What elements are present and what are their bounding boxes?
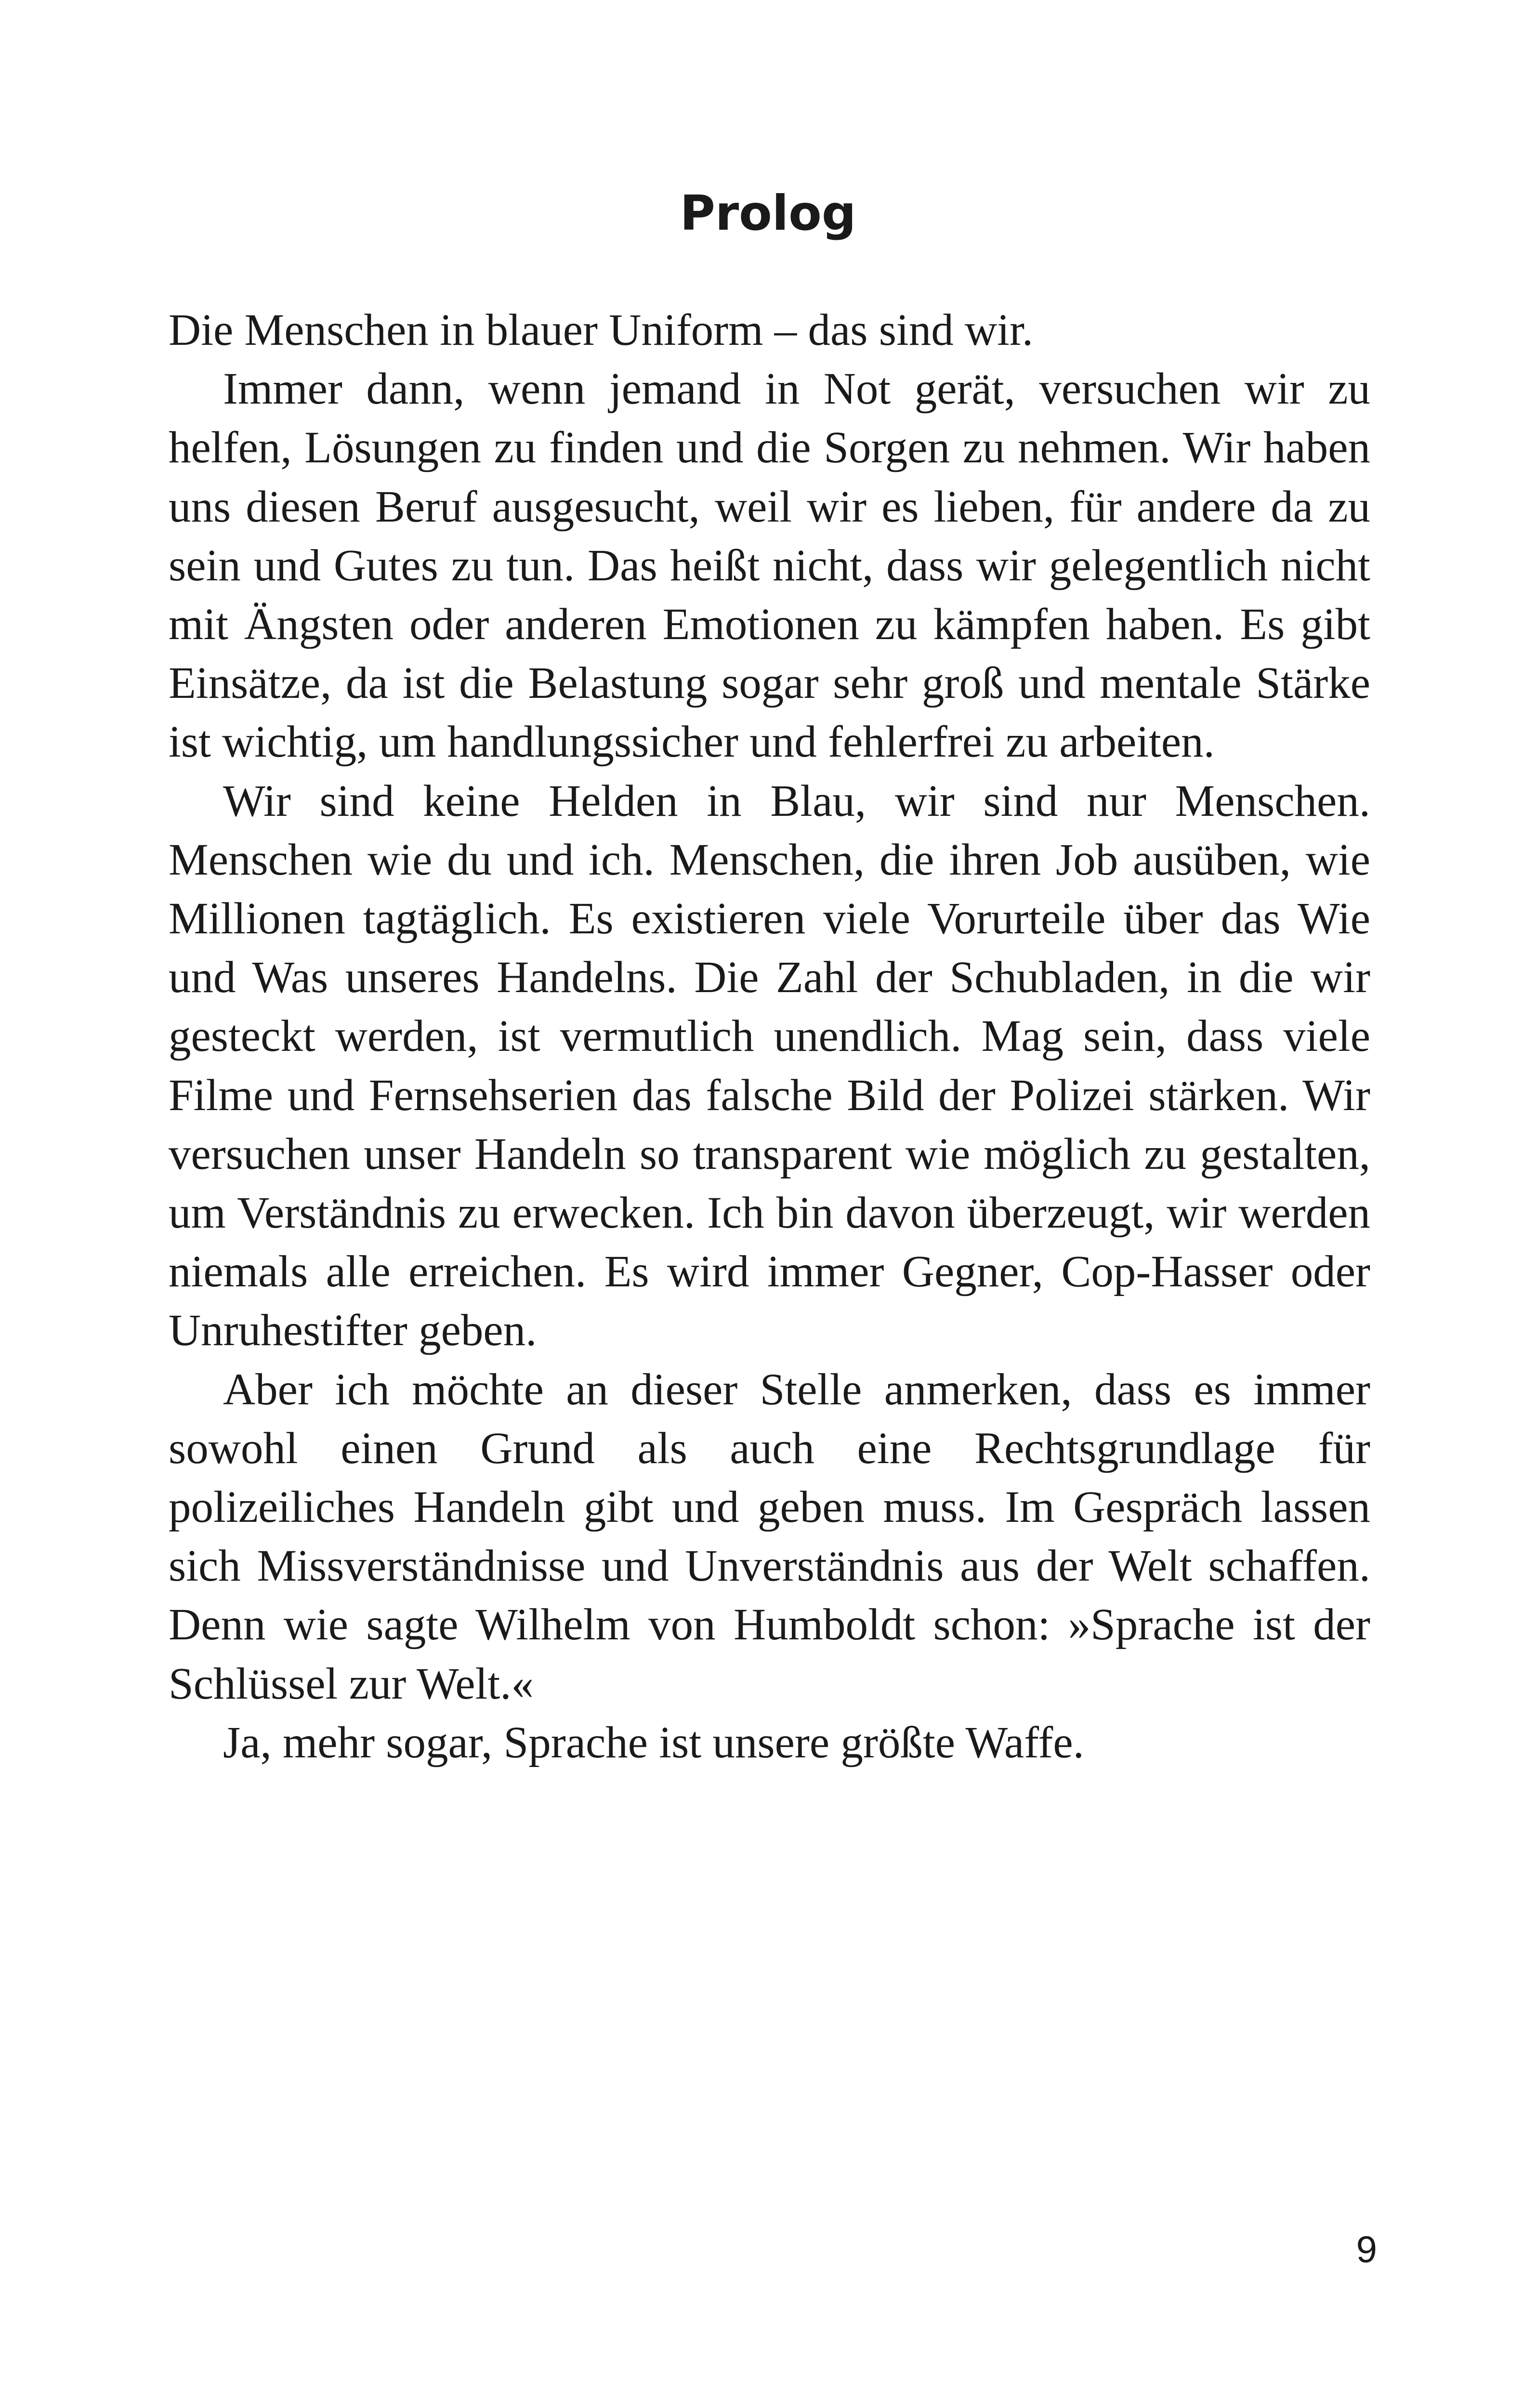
paragraph-2: Immer dann, wenn jemand in Not gerät, versuchen wir zu helfen, Lösungen zu finden und die Sorgen zu nehmen. Wir haben uns diesen Beruf ausgesucht, weil wir es lieben, für andere da zu sein und Gutes zu tun. Das heißt nicht, dass wir gelegentlich nicht mit Ängsten oder anderen Emotionen zu kämpfen haben. Es gibt Einsätze, da ist die Belastung sogar sehr groß und mentale Stärke ist wichtig, um handlungssicher und fehlerfrei zu arbeiten. xyxy=(169,364,1370,767)
paragraph-4: Aber ich möchte an dieser Stelle anmerken, dass es immer sowohl einen Grund als auch eine Rechtsgrundlage für polizeiliches Handeln gibt und geben muss. Im Gespräch lassen sich Missverständnisse und Unverständnis aus der Welt schaffen. Denn wie sagte Wilhelm von Humboldt schon: »Sprache ist der Schlüssel zur Welt.« xyxy=(169,1364,1370,1709)
chapter-body xyxy=(169,301,1370,1772)
paragraph-5: Ja, mehr sogar, Sprache ist unsere größte Waffe. xyxy=(223,1717,1084,1767)
paragraph-3: Wir sind keine Helden in Blau, wir sind nur Menschen. Menschen wie du und ich. Menschen, die ihren Job ausüben, wie Millionen tagtäglich. Es existieren viele Vorurteile über das Wie und Was unseres Handelns. Die Zahl der Schubladen, in die wir gesteckt werden, ist vermutlich unendlich. Mag sein, dass viele Filme und Fernsehserien das falsche Bild der Polizei stärken. Wir versuchen unser Handeln so transparent wie möglich zu gestalten, um Verständnis zu erwecken. Ich bin davon überzeugt, wir werden niemals alle erreichen. Es wird immer Gegner, Cop-Hasser oder Unruhestifter geben. xyxy=(169,776,1370,1356)
chapter-title: Prolog xyxy=(680,185,856,241)
page-number: 9 xyxy=(1356,2228,1377,2270)
paragraph-1: Die Menschen in blauer Uniform – das sind wir. xyxy=(169,305,1034,355)
